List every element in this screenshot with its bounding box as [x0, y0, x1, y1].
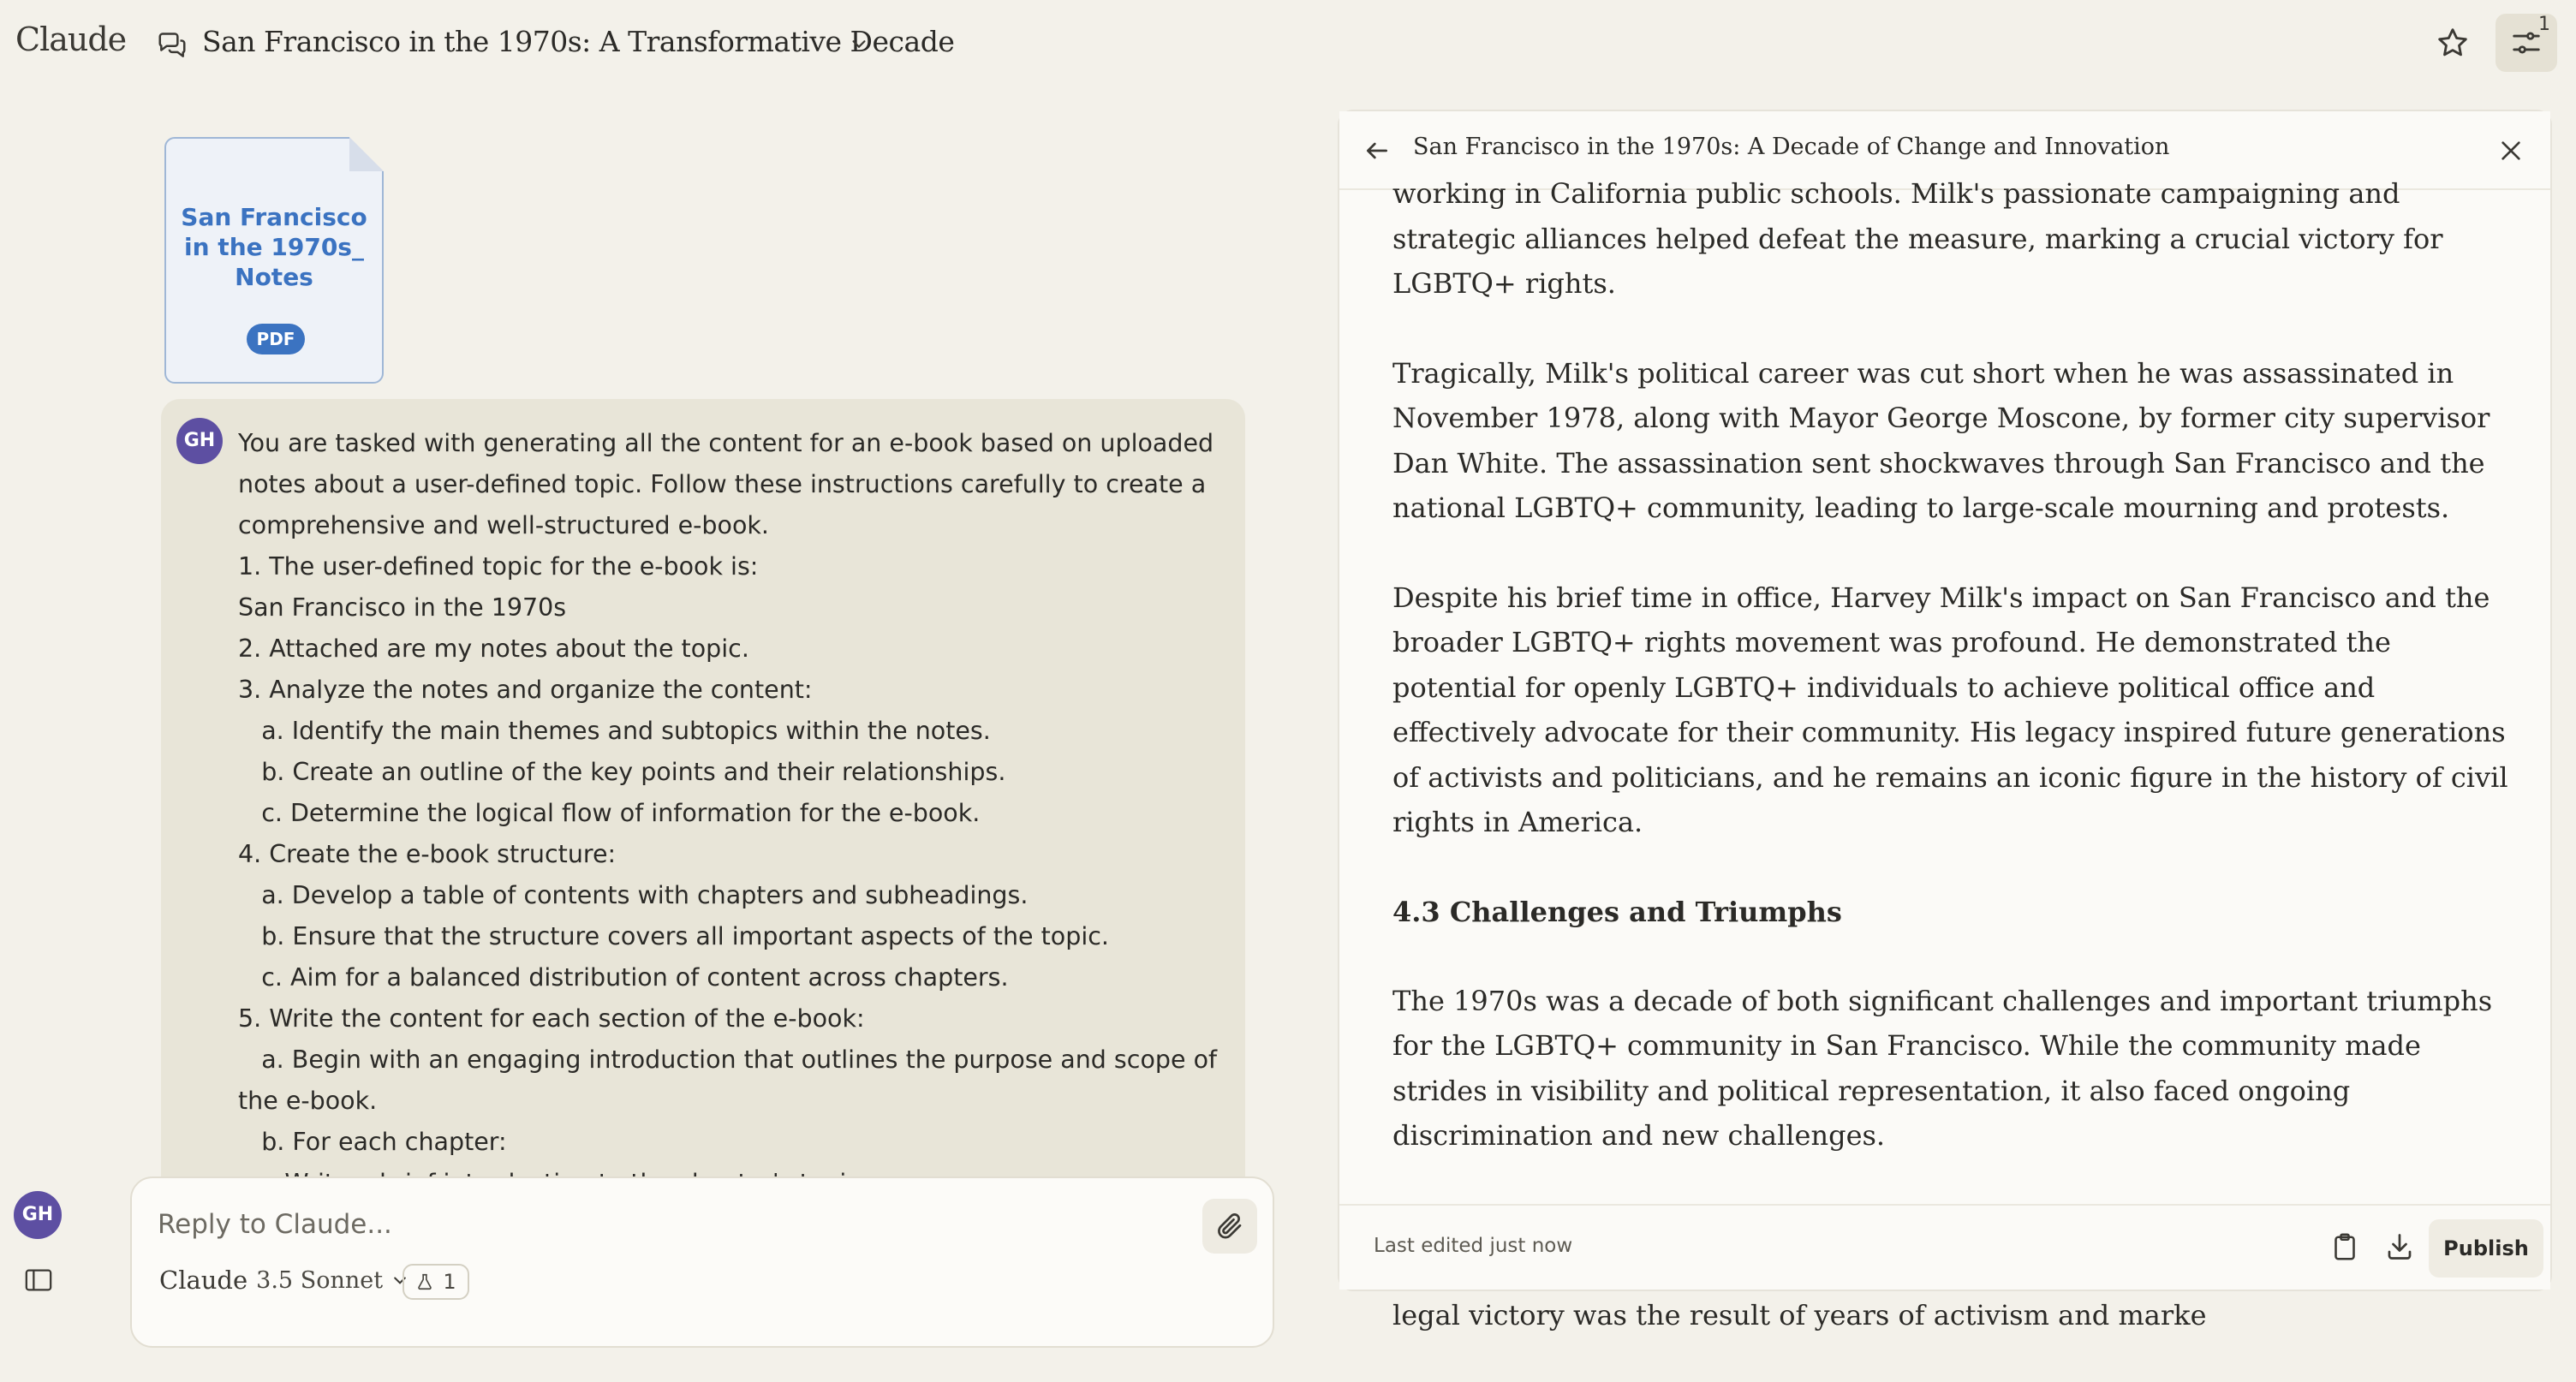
claude-logo[interactable]: Claude	[15, 21, 127, 58]
top-bar	[0, 0, 2576, 89]
last-edited-status: Last edited just now	[1374, 1235, 1573, 1257]
back-arrow-icon[interactable]	[1363, 137, 1391, 164]
chat-title[interactable]: San Francisco in the 1970s: A Transformative Decade	[202, 25, 955, 58]
publish-button[interactable]: Publish	[2429, 1219, 2543, 1278]
attachment-name: San Francisco in the 1970s_ Notes	[181, 203, 367, 291]
project-count: 1	[443, 1270, 456, 1294]
user-avatar: GH	[176, 418, 223, 464]
clipboard-icon[interactable]	[2329, 1231, 2360, 1262]
paperclip-icon	[1214, 1211, 1245, 1242]
sidebar-toggle-icon[interactable]	[24, 1267, 53, 1293]
settings-badge-count: 1	[2538, 14, 2550, 35]
artifact-title: San Francisco in the 1970s: A Decade of Change and Innovation	[1413, 134, 2170, 160]
artifact-paragraph: Despite his brief time in office, Harvey Milk's impact on San Francisco and the broader LGBTQ+ rights movement was profound. He demonstrated the potential for openly LGBTQ+ individuals to achieve political office and effectively advocate for their community. His legacy inspired future generations of activists and politicians, and he remains an iconic figure in the history of civil rights in America.	[1392, 581, 2508, 838]
project-knowledge-chip[interactable]	[402, 1264, 469, 1300]
flask-icon	[415, 1272, 434, 1291]
model-version: 3.5 Sonnet	[256, 1266, 384, 1294]
artifact-paragraph: legal victory was the result of years of activism and marke	[1392, 1298, 2207, 1331]
artifact-paragraph: working in California public schools. Milk's passionate campaigning and strategic alliances helped defeat the measure, marking a crucial victory for LGBTQ+ rights.	[1392, 177, 2443, 300]
chat-bubbles-icon	[156, 29, 188, 62]
download-icon[interactable]	[2384, 1231, 2415, 1262]
star-icon	[2436, 26, 2470, 60]
attach-button[interactable]	[1202, 1199, 1257, 1254]
composer	[130, 1176, 1274, 1348]
artifact-paragraph: Tragically, Milk's political career was cut short when he was assassinated in November 1978, along with Mayor George Moscone, by former city supervisor Dan White. The assassination sent shockwaves through San Francisco and the national LGBTQ+ community, leading to large-scale mourning and protests.	[1392, 356, 2490, 524]
close-icon[interactable]	[2497, 137, 2525, 164]
file-type-badge: PDF	[247, 324, 305, 354]
reply-input[interactable]	[158, 1206, 1185, 1243]
artifact-panel	[1338, 110, 2552, 1331]
account-avatar[interactable]: GH	[14, 1191, 62, 1239]
artifact-footer	[1339, 1204, 2550, 1290]
chevron-down-icon[interactable]	[850, 34, 868, 53]
model-selector[interactable]	[159, 1266, 408, 1295]
attachment-card[interactable]	[164, 137, 384, 384]
artifact-paragraph: The 1970s was a decade of both significant challenges and important triumphs for the LGBTQ+ community in San Francisco. While the community made strides in visibility and political representation, it also faced ongoing discrimination and new challenges.	[1392, 984, 2493, 1152]
section-heading: 4.3 Challenges and Triumphs	[1392, 895, 1842, 928]
artifact-content	[1392, 171, 2514, 1382]
page-fold	[349, 137, 384, 171]
model-name: Claude	[159, 1266, 248, 1295]
star-button[interactable]	[2434, 24, 2472, 62]
user-message-text: You are tasked with generating all the content for an e-book based on uploaded notes about a user-defined topic. Follow these instructions carefully to create a comprehensive and well-structured e-book. 1. The user-defined topic for the e-book is: San Francisco in the 1970s 2. Attached are my notes about the topic. 3. Analyze the notes and organize the content: a. Identify the main themes and subtopics within the notes. b. Create an outline of the key points and their relationships. c. Determine the logical flow of information for the e-book. 4. Create the e-book structure: a. Develop a table of contents with chapters and subheadings. b. Ensure that the structure covers all important aspects of the topic. c. Aim for a balanced distribution of content across chapters. 5. Write the content for each section of the e-book: a. Begin with an engaging introduction that outlines the purpose and scope of the e-book. b. For each chapter:	[238, 429, 1218, 1156]
